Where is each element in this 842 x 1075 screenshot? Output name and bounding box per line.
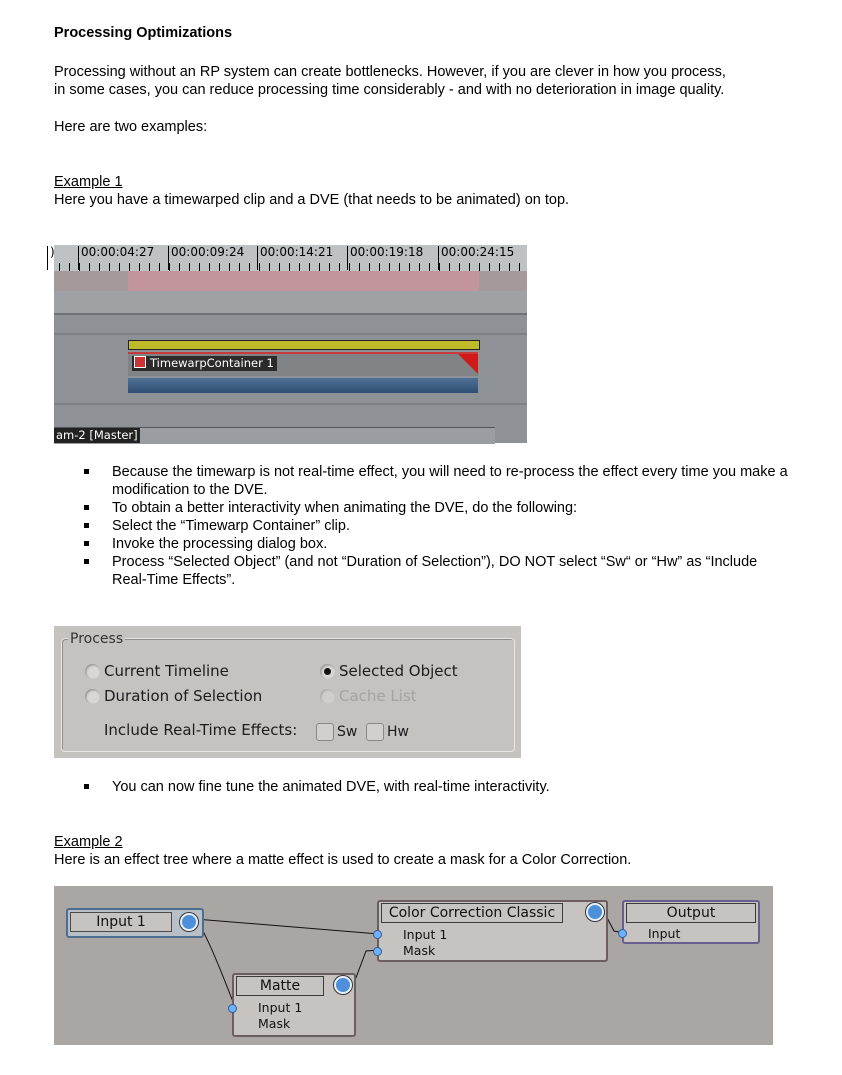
matte-input-port-icon[interactable] bbox=[228, 1004, 237, 1013]
ruler-minor-tick bbox=[149, 263, 150, 271]
example2-text: Here is an effect tree where a matte effect is used to create a mask for a Color Correction. bbox=[54, 852, 632, 868]
effect-tree bbox=[54, 886, 773, 1045]
process-dialog bbox=[54, 626, 521, 758]
ruler-minor-tick bbox=[259, 263, 260, 271]
ruler-minor-tick bbox=[119, 263, 120, 271]
timecode: 00:00:09:24 bbox=[171, 245, 245, 259]
ruler-minor-tick bbox=[489, 263, 490, 271]
connector-input-to-cc bbox=[195, 919, 379, 934]
ruler-minor-tick bbox=[189, 263, 190, 271]
track-header[interactable] bbox=[54, 427, 495, 444]
process-legend: Process bbox=[70, 631, 124, 647]
ruler-minor-tick bbox=[339, 263, 340, 271]
ruler-minor-tick bbox=[509, 263, 510, 271]
ruler-minor-tick bbox=[269, 263, 270, 271]
sw-checkbox[interactable] bbox=[316, 723, 334, 741]
ruler-minor-tick bbox=[449, 263, 450, 271]
intro-line-2: in some cases, you can reduce processing time considerably - and with no deterioration in image quality. bbox=[54, 82, 725, 98]
matte-port-mask: Mask bbox=[258, 1016, 291, 1031]
selection-range bbox=[128, 271, 479, 291]
example1-bullets bbox=[84, 463, 804, 589]
timewarp-container-clip[interactable] bbox=[128, 352, 478, 376]
ruler-minor-tick bbox=[439, 263, 440, 271]
ruler-minor-tick bbox=[499, 263, 500, 271]
page-title: Processing Optimizations bbox=[54, 25, 233, 41]
clip-corner-marker bbox=[458, 354, 478, 374]
cc-port-input1: Input 1 bbox=[403, 927, 448, 942]
ruler-minor-tick bbox=[299, 263, 300, 271]
duration-selection-label: Duration of Selection bbox=[104, 687, 263, 705]
examples-lead: Here are two examples: bbox=[54, 119, 208, 135]
ruler-minor-tick bbox=[99, 263, 100, 271]
ruler-minor-tick bbox=[409, 263, 410, 271]
input1-output-port-icon[interactable] bbox=[180, 913, 198, 931]
duration-selection-radio[interactable] bbox=[85, 689, 100, 704]
cc-output-port-icon[interactable] bbox=[586, 903, 604, 921]
cache-list-radio[interactable] bbox=[320, 689, 335, 704]
ruler-minor-tick bbox=[239, 263, 240, 271]
example1-text: Here you have a timewarped clip and a DVE (that needs to be animated) on top. bbox=[54, 192, 570, 208]
ruler-minor-tick bbox=[179, 263, 180, 271]
ruler-minor-tick bbox=[169, 263, 170, 271]
ruler-minor-tick bbox=[129, 263, 130, 271]
ruler-minor-tick bbox=[419, 263, 420, 271]
input1-node[interactable] bbox=[66, 908, 204, 938]
sw-label: Sw bbox=[337, 724, 358, 740]
matte-output-port-icon[interactable] bbox=[334, 976, 352, 994]
selected-object-label: Selected Object bbox=[339, 662, 458, 680]
cc-port-mask: Mask bbox=[403, 943, 436, 958]
timecode: 00:00:14:21 bbox=[260, 245, 334, 259]
ruler-minor-tick bbox=[79, 263, 80, 271]
example1-heading: Example 1 bbox=[54, 174, 123, 190]
timeline-screenshot bbox=[50, 245, 527, 443]
ruler-minor-tick bbox=[379, 263, 380, 271]
ruler-minor-tick bbox=[59, 263, 60, 271]
current-timeline-label: Current Timeline bbox=[104, 662, 229, 680]
cc-input-port-icon[interactable] bbox=[373, 930, 382, 939]
cache-list-label: Cache List bbox=[339, 687, 417, 705]
timewarp-icon bbox=[134, 356, 146, 368]
ruler-minor-tick bbox=[359, 263, 360, 271]
ruler-minor-tick bbox=[369, 263, 370, 271]
list-item: You can now fine tune the animated DVE, with real-time interactivity. bbox=[84, 778, 804, 796]
output-title: Output bbox=[626, 903, 756, 923]
ruler-minor-tick bbox=[289, 263, 290, 271]
matte-title: Matte bbox=[236, 976, 324, 996]
ruler-minor-tick bbox=[319, 263, 320, 271]
hw-checkbox[interactable] bbox=[366, 723, 384, 741]
cc-mask-port-icon[interactable] bbox=[373, 947, 382, 956]
ruler-minor-tick bbox=[229, 263, 230, 271]
ruler-minor-tick bbox=[459, 263, 460, 271]
matte-port-input1: Input 1 bbox=[258, 1000, 303, 1015]
ruler-minor-tick bbox=[429, 263, 430, 271]
include-rt-label: Include Real-Time Effects: bbox=[104, 721, 298, 739]
ruler-minor-tick bbox=[329, 263, 330, 271]
clip-label: TimewarpContainer 1 bbox=[132, 356, 277, 371]
ruler-minor-tick bbox=[279, 263, 280, 271]
ruler-minor-tick bbox=[349, 263, 350, 271]
ruler-minor-tick bbox=[159, 263, 160, 271]
ruler-minor-tick bbox=[219, 263, 220, 271]
color-correction-node[interactable] bbox=[377, 900, 608, 962]
timecode-partial: ) bbox=[50, 245, 55, 259]
matte-node[interactable] bbox=[232, 973, 356, 1037]
ruler-minor-tick bbox=[209, 263, 210, 271]
current-timeline-radio[interactable] bbox=[85, 664, 100, 679]
timeline-ruler bbox=[50, 245, 527, 271]
clip-effect-bar[interactable] bbox=[128, 378, 478, 393]
output-input-port-icon[interactable] bbox=[618, 929, 627, 938]
dve-bar[interactable] bbox=[128, 340, 480, 350]
track-label: am-2 [Master] bbox=[56, 428, 138, 442]
ruler-minor-tick bbox=[309, 263, 310, 271]
ruler-minor-tick bbox=[519, 263, 520, 271]
ruler-minor-tick bbox=[469, 263, 470, 271]
ruler-minor-tick bbox=[89, 263, 90, 271]
ruler-minor-tick bbox=[199, 263, 200, 271]
ruler-minor-tick bbox=[109, 263, 110, 271]
ruler-minor-tick bbox=[69, 263, 70, 271]
timecode: 00:00:04:27 bbox=[81, 245, 155, 259]
ruler-minor-tick bbox=[389, 263, 390, 271]
output-port-input: Input bbox=[648, 926, 681, 941]
timecode: 00:00:19:18 bbox=[350, 245, 424, 259]
ruler-minor-tick bbox=[139, 263, 140, 271]
input1-title: Input 1 bbox=[70, 912, 172, 932]
list-item: Because the timewarp is not real-time effect, you will need to re-process the effect every time you make a modification to the DVE. bbox=[84, 463, 792, 499]
list-item: Invoke the processing dialog box. bbox=[84, 535, 804, 553]
ruler-minor-tick bbox=[479, 263, 480, 271]
list-item: To obtain a better interactivity when animating the DVE, do the following: bbox=[84, 499, 804, 517]
list-item: Process “Selected Object” (and not “Duration of Selection”), DO NOT select “Sw“ or “Hw” as “Include Real-Time Effects”. bbox=[84, 553, 772, 589]
ruler-minor-tick bbox=[399, 263, 400, 271]
timecode: 00:00:24:15 bbox=[441, 245, 515, 259]
list-item: Select the “Timewarp Container” clip. bbox=[84, 517, 804, 535]
example2-heading: Example 2 bbox=[54, 834, 123, 850]
hw-label: Hw bbox=[387, 724, 409, 740]
cc-title: Color Correction Classic bbox=[381, 903, 563, 923]
ruler-minor-tick bbox=[249, 263, 250, 271]
example1-final-bullet bbox=[84, 778, 804, 796]
intro-line-1: Processing without an RP system can create bottlenecks. However, if you are clever in how you process, bbox=[54, 64, 726, 80]
selected-object-radio[interactable] bbox=[320, 664, 335, 679]
output-node[interactable] bbox=[622, 900, 760, 944]
